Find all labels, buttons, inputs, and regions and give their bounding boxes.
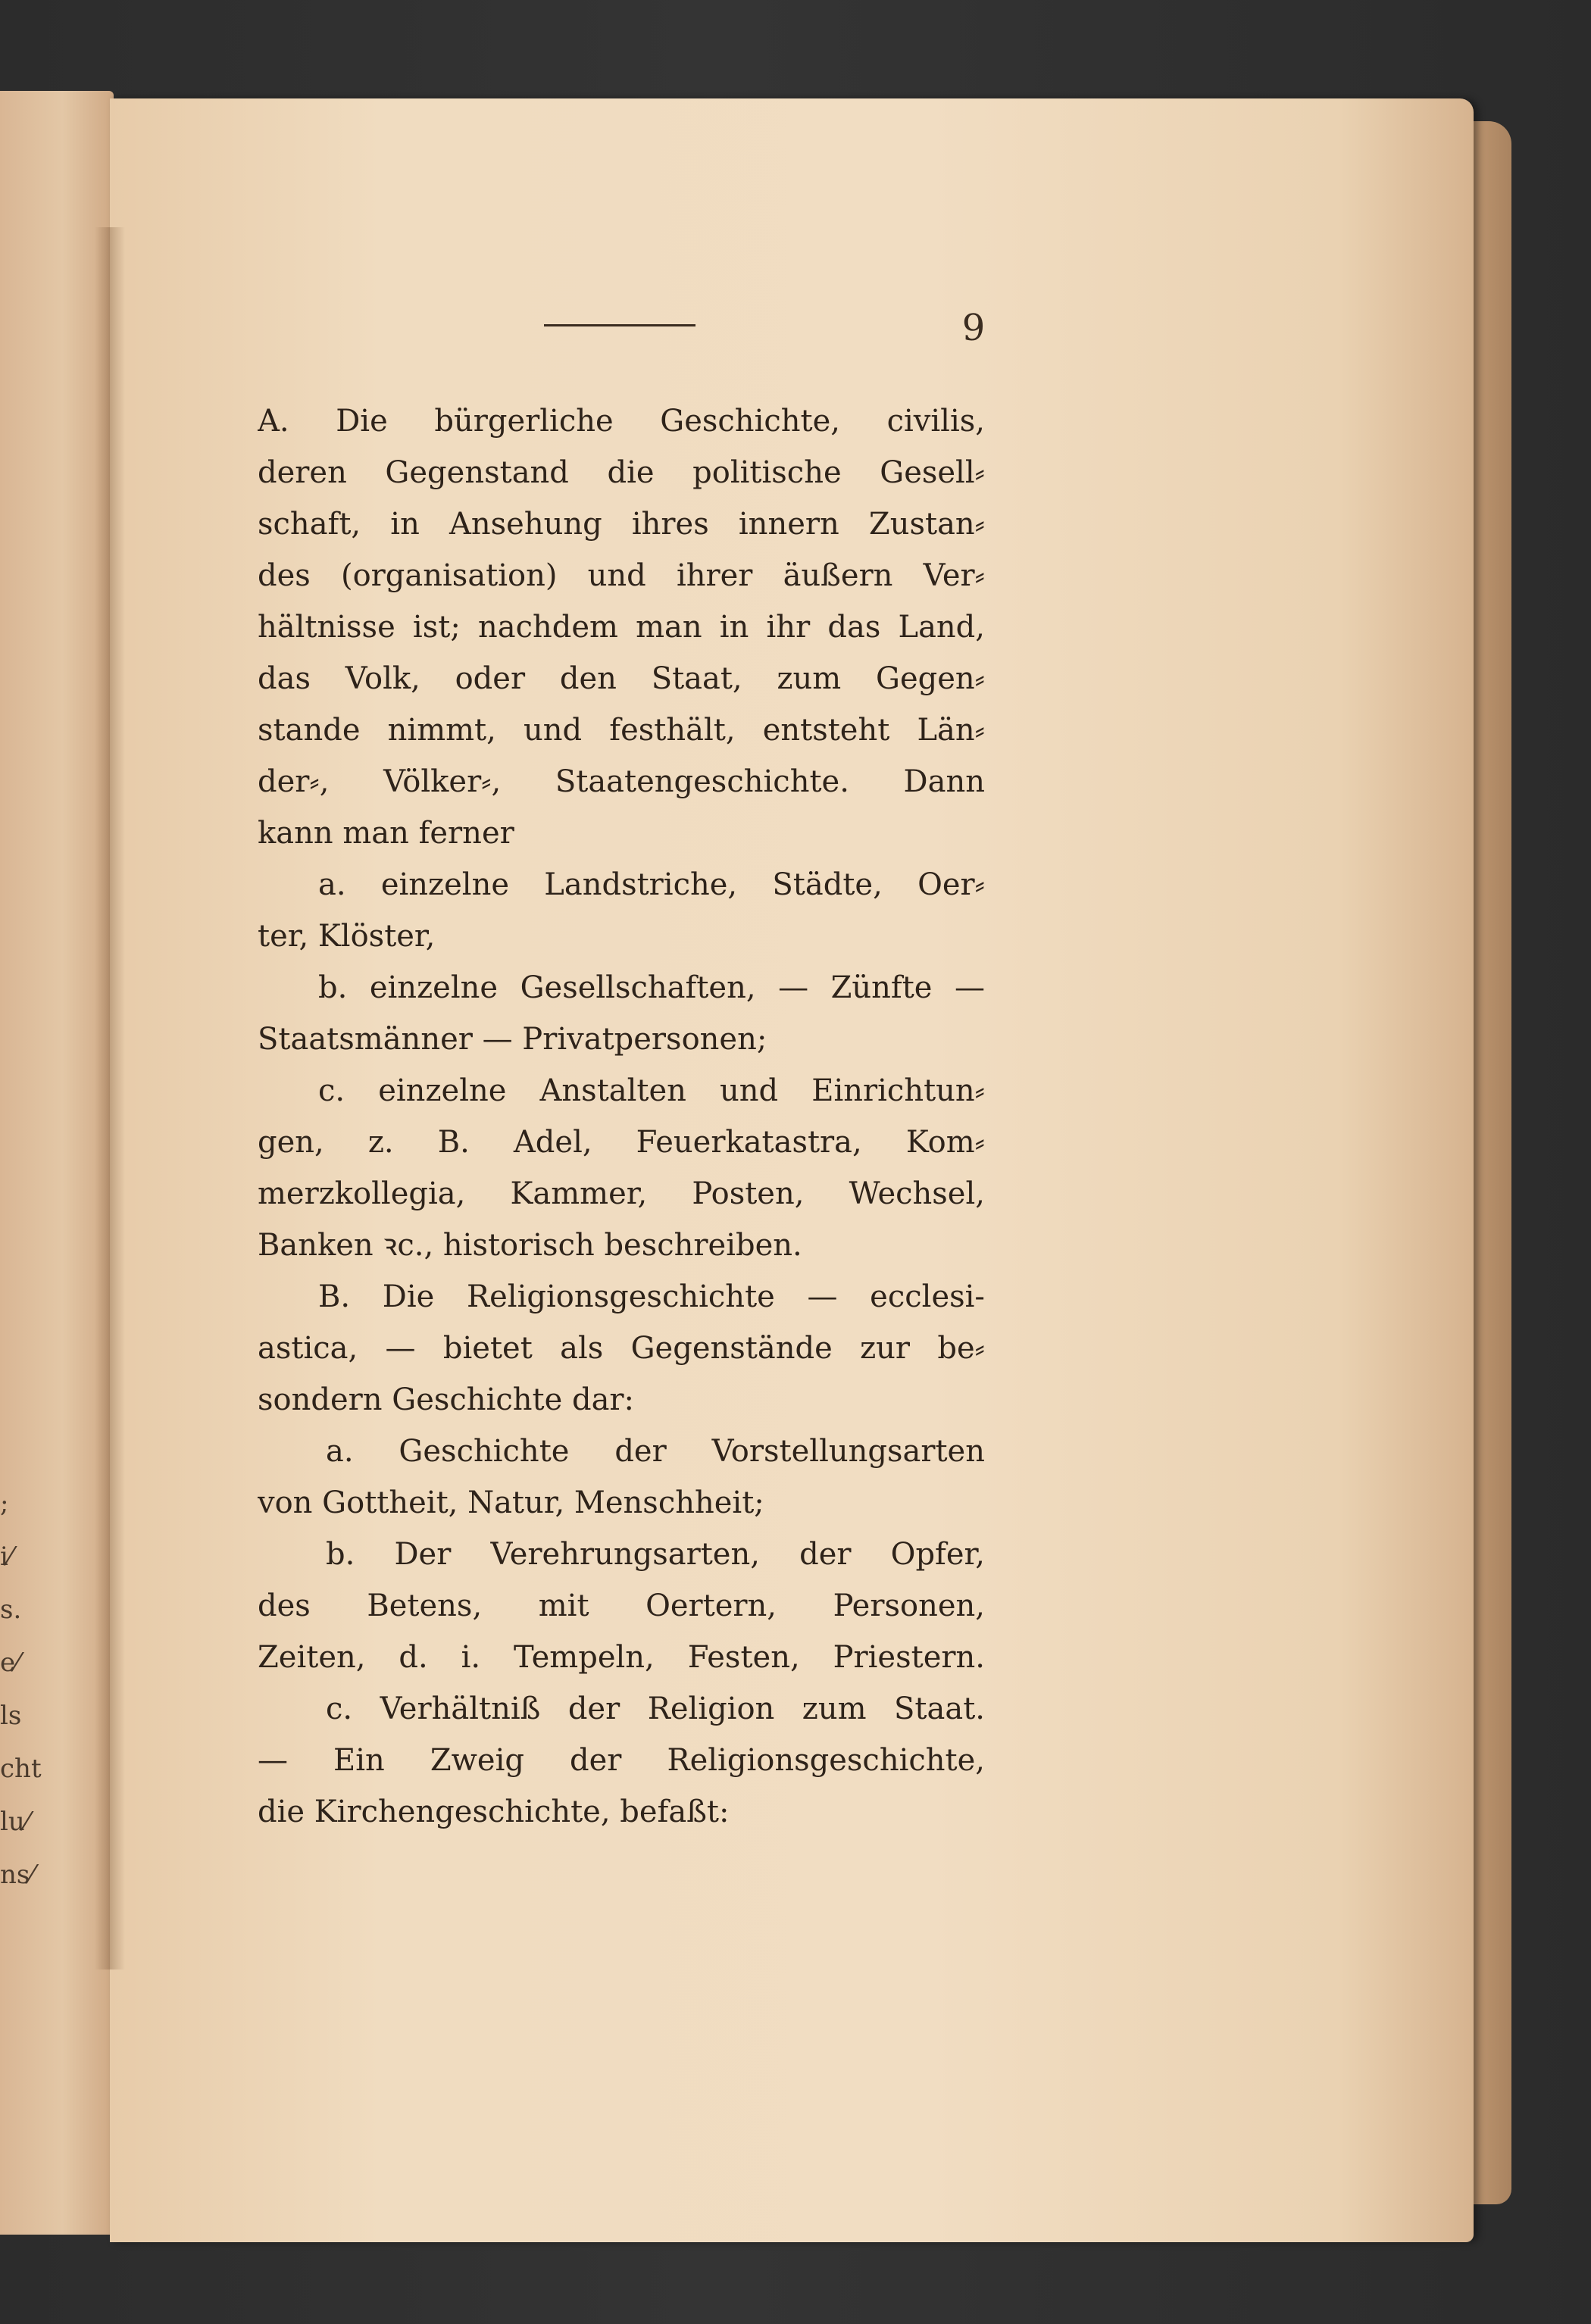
left-fragment: ; — [0, 1488, 9, 1519]
text-line: deren Gegenstand die politische Gesell⸗ — [258, 455, 985, 490]
text-line: Banken ꝛc., historisch beschreiben. — [258, 1228, 802, 1263]
page-number: 9 — [961, 307, 986, 349]
text-line: des (organisation) und ihrer äußern Ver⸗ — [258, 558, 985, 593]
left-fragment: ls — [0, 1701, 22, 1731]
left-fragment: lu⁄ — [0, 1807, 30, 1837]
text-line: — Ein Zweig der Religionsgeschichte, — [258, 1743, 985, 1778]
header-rule — [544, 324, 695, 326]
text-line: c. Verhältniß der Religion zum Staat. — [326, 1691, 985, 1726]
text-line: sondern Geschichte dar: — [258, 1382, 635, 1417]
left-fragment: s. — [0, 1595, 22, 1625]
text-line: gen, z. B. Adel, Feuerkatastra, Kom⸗ — [258, 1125, 985, 1160]
text-line: B. Die Religionsgeschichte — ecclesi- — [318, 1279, 985, 1314]
text-line: schaft, in Ansehung ihres innern Zustan⸗ — [258, 507, 985, 542]
text-line: a. einzelne Landstriche, Städte, Oer⸗ — [318, 867, 985, 902]
text-line: Zeiten, d. i. Tempeln, Festen, Priestern. — [258, 1640, 985, 1675]
text-line: die Kirchengeschichte, befaßt: — [258, 1795, 730, 1829]
text-line: des Betens, mit Oertern, Personen, — [258, 1588, 985, 1623]
left-fragment: ns⁄ — [0, 1860, 35, 1890]
left-fragment: i⁄ — [0, 1542, 13, 1572]
text-line: b. Der Verehrungsarten, der Opfer, — [326, 1537, 985, 1572]
left-fragment: cht — [0, 1754, 42, 1784]
text-line: A. Die bürgerliche Geschichte, civilis, — [258, 404, 985, 439]
text-line: von Gottheit, Natur, Menschheit; — [258, 1485, 764, 1520]
body-text — [258, 395, 985, 1838]
text-line: Staatsmänner — Privatpersonen; — [258, 1022, 767, 1057]
text-line: hältnisse ist; nachdem man in ihr das Land, — [258, 610, 985, 645]
gutter — [95, 227, 125, 1969]
text-line: stande nimmt, und festhält, entsteht Län⸗ — [258, 713, 985, 748]
text-line: das Volk, oder den Staat, zum Gegen⸗ — [258, 661, 985, 696]
text-line: kann man ferner — [258, 816, 514, 851]
left-fragment: e⁄ — [0, 1648, 20, 1678]
text-line: ter, Klöster, — [258, 919, 436, 954]
text-line: merzkollegia, Kammer, Posten, Wechsel, — [258, 1176, 985, 1211]
text-line: b. einzelne Gesellschaften, — Zünfte — — [318, 970, 985, 1005]
text-line: a. Geschichte der Vorstellungsarten — [326, 1434, 985, 1469]
text-line: astica, — bietet als Gegenstände zur be⸗ — [258, 1331, 985, 1366]
left-page-text-fragments — [0, 1477, 42, 1901]
text-line: der⸗, Völker⸗, Staatengeschichte. Dann — [258, 764, 985, 799]
text-line: c. einzelne Anstalten und Einrichtun⸗ — [318, 1073, 985, 1108]
